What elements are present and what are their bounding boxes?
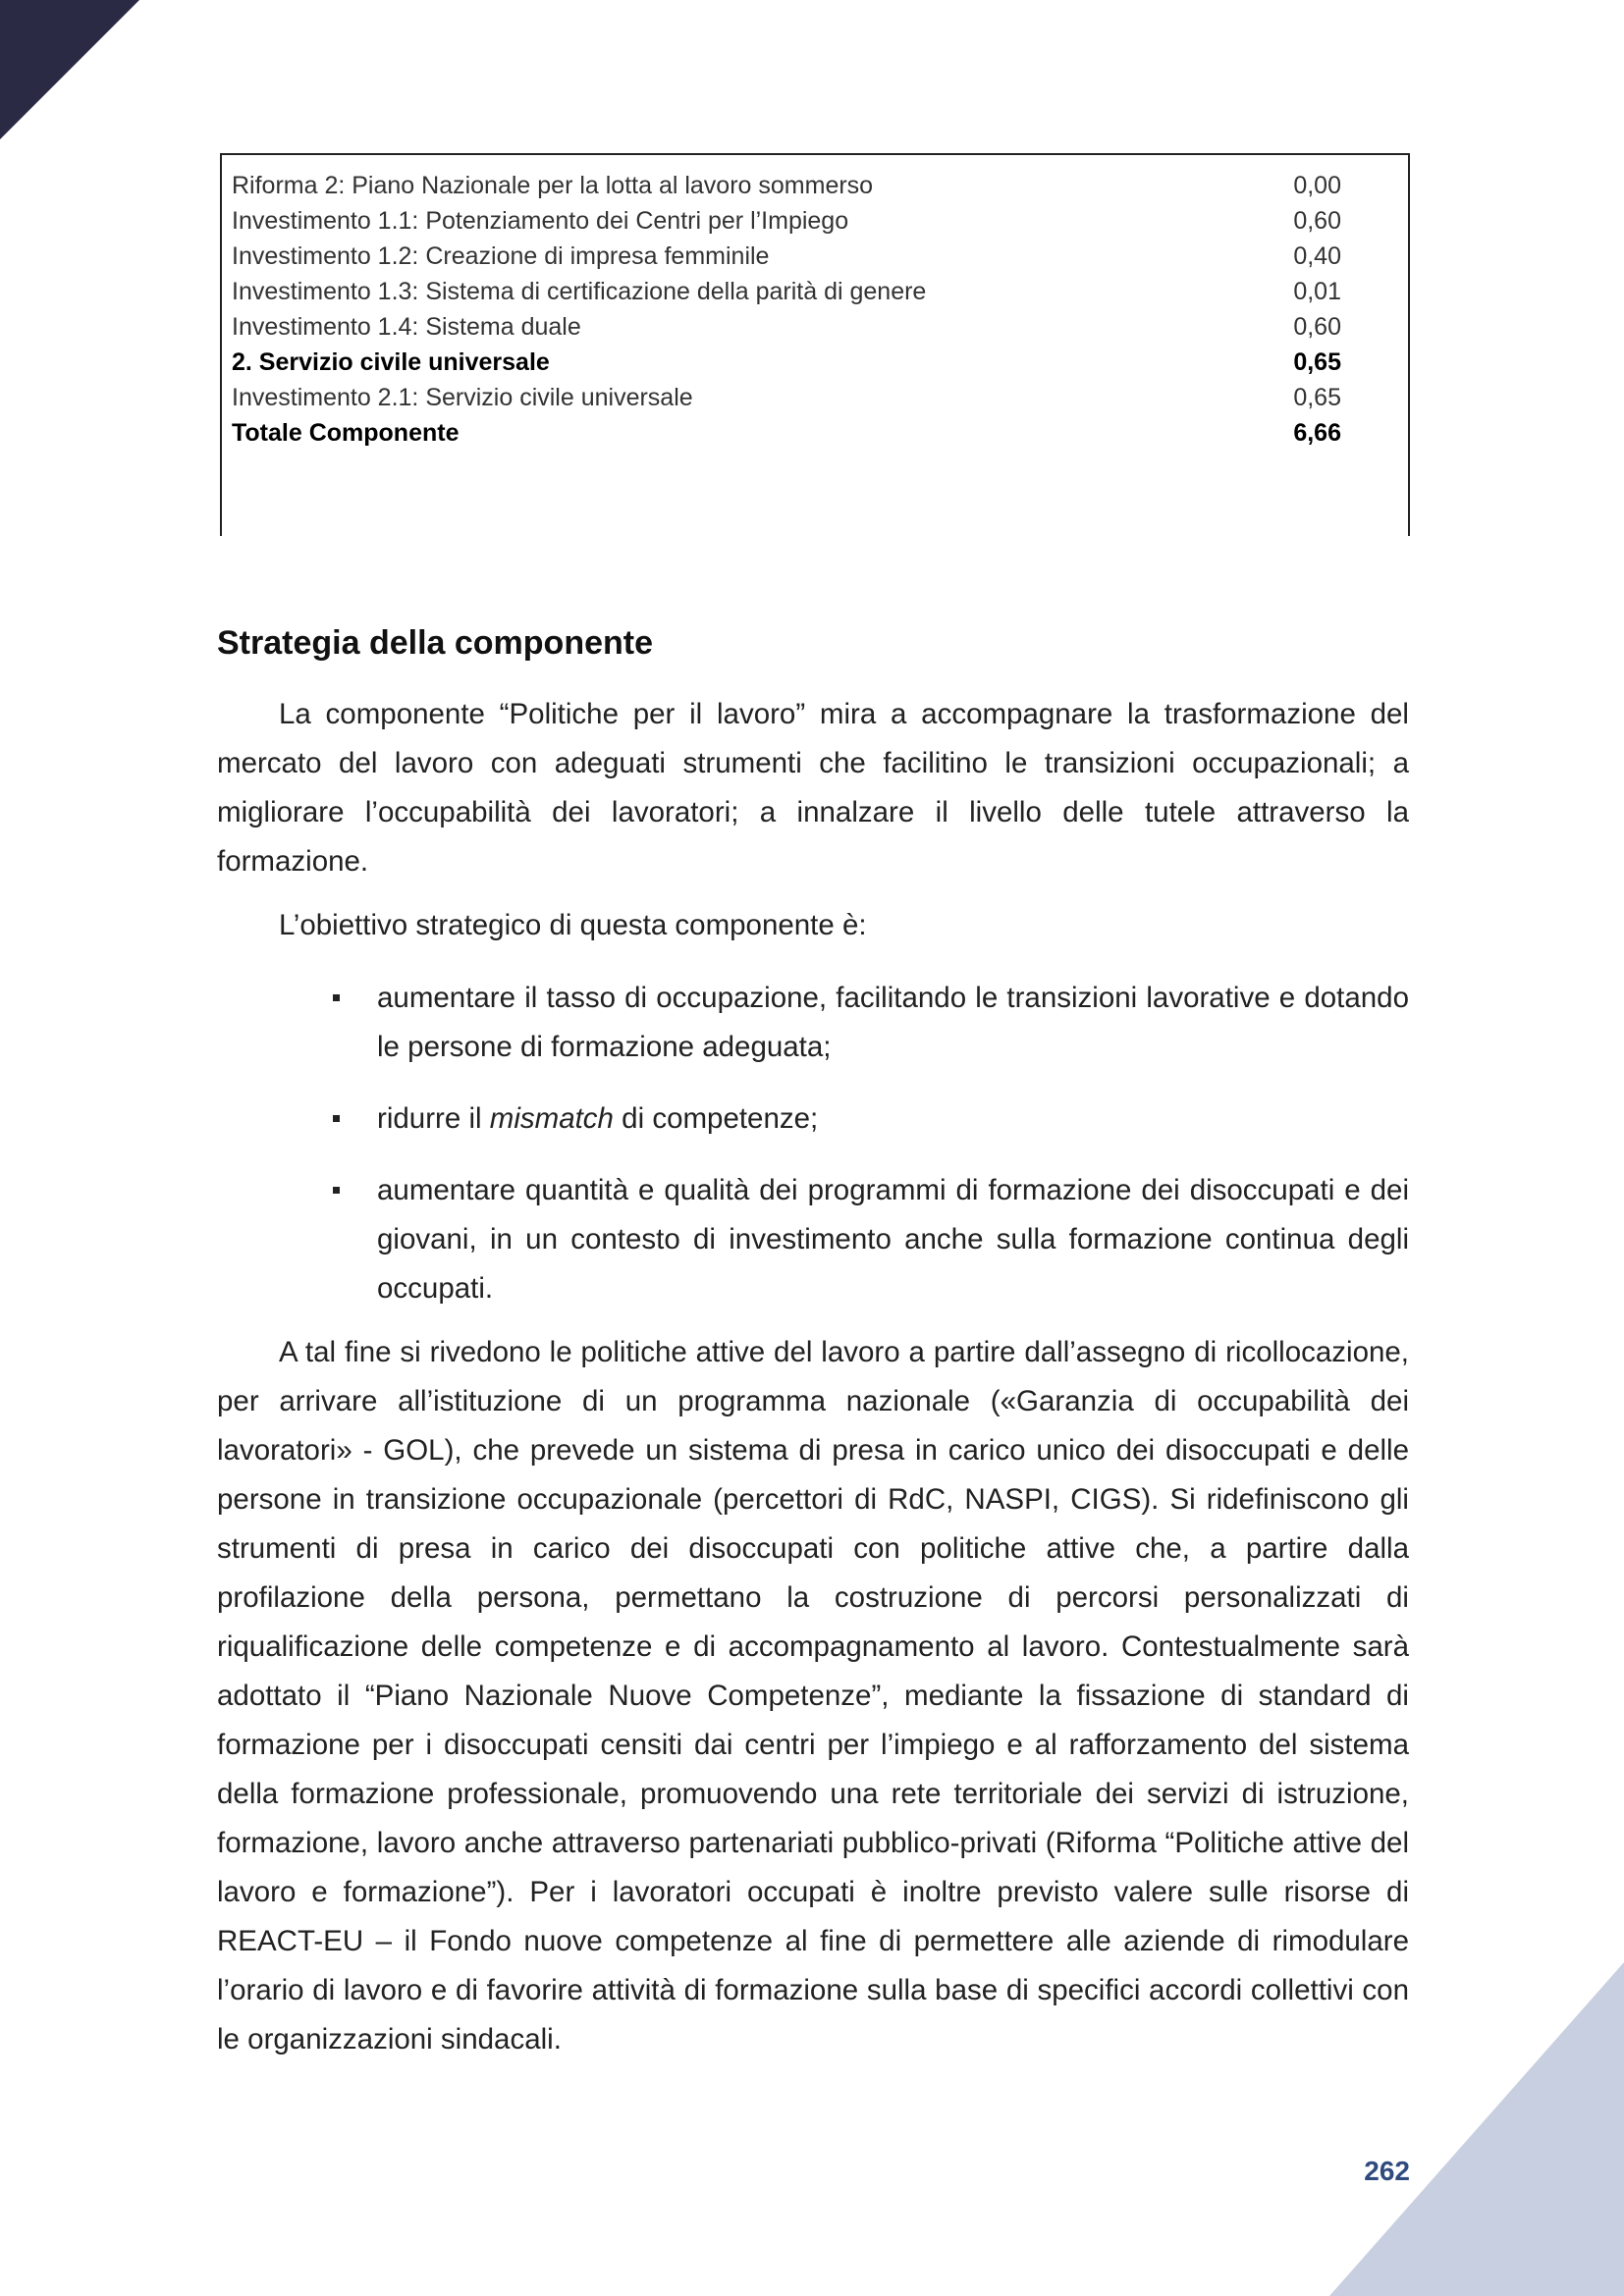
table-row — [232, 168, 1341, 203]
bullet-marker — [333, 1115, 340, 1122]
table-row — [232, 380, 1341, 415]
bullet-text-part: ridurre il — [377, 1102, 490, 1135]
section-heading: Strategia della componente — [217, 624, 653, 662]
list-item — [217, 1166, 1409, 1313]
budget-table — [220, 153, 1410, 536]
row-value: 0,40 — [1293, 242, 1341, 270]
paragraph: A tal fine si rivedono le politiche attive del lavoro a partire dall’assegno di ricollocazione, per arrivare all’istituzione di un programma nazionale («Garanzia di occupabilità dei lavoratori» - GOL), che prevede un sistema di presa in carico unico dei disoccupati e delle persone in transizione occupazionale (percettori di RdC, NASPI, CIGS). Si ridefiniscono gli strumenti di presa in carico dei disoccupati con politiche attive che, a partire dalla profilazione della persona, permettano la costruzione di percorsi personalizzati di riqualificazione delle competenze e di accompagnamento al lavoro. Contestualmente sarà adottato il “Piano Nazionale Nuove Competenze”, mediante la fissazione di standard di formazione per i disoccupati censiti dai centri per l’impiego e al rafforzamento del sistema della formazione professionale, promuovendo una rete territoriale dei servizi di istruzione, formazione, lavoro anche attraverso partenariati pubblico-privati (Riforma “Politiche attive del lavoro e formazione”). Per i lavoratori occupati è inoltre previsto valere sulle risorse di REACT-EU – il Fondo nuove competenze al fine di permettere alle aziende di rimodulare l’orario di lavoro e di favorire attività di formazione sulla base di specifici accordi collettivi con le organizzazioni sindacali. — [217, 1336, 1409, 2056]
main-paragraph-block — [217, 1328, 1409, 2064]
bullet-text: aumentare quantità e qualità dei programmi di formazione dei disoccupati e dei giovani, in un contesto di investimento anche sulla formazione continua degli occupati. — [377, 1174, 1409, 1305]
table-row-subtotal — [232, 345, 1341, 380]
list-item — [217, 974, 1409, 1072]
row-label: Investimento 1.4: Sistema duale — [232, 313, 581, 341]
table-row — [232, 274, 1341, 309]
row-value: 0,60 — [1293, 313, 1341, 341]
row-value: 0,60 — [1293, 207, 1341, 235]
row-value: 6,66 — [1293, 419, 1341, 447]
table-row-total — [232, 415, 1341, 451]
corner-decoration-top — [0, 0, 139, 139]
bullet-text — [377, 1095, 1409, 1144]
table-row — [232, 203, 1341, 239]
objective-paragraph-block — [217, 901, 1409, 950]
row-label: Investimento 2.1: Servizio civile universale — [232, 384, 693, 411]
table-row — [232, 239, 1341, 274]
row-label: Investimento 1.3: Sistema di certificazione della parità di genere — [232, 278, 927, 305]
row-value: 0,01 — [1293, 278, 1341, 305]
row-value: 0,65 — [1293, 384, 1341, 411]
bullet-text-part: di competenze; — [613, 1102, 819, 1135]
page-number: 262 — [1364, 2156, 1410, 2186]
objectives-list — [217, 974, 1409, 1072]
objectives-list — [217, 1166, 1409, 1313]
row-label: Investimento 1.1: Potenziamento dei Centri per l’Impiego — [232, 207, 849, 235]
row-label: Investimento 1.2: Creazione di impresa femminile — [232, 242, 770, 270]
list-item — [217, 1095, 1409, 1144]
objectives-list — [217, 1095, 1409, 1144]
row-value: 0,65 — [1293, 348, 1341, 376]
bullet-text: aumentare il tasso di occupazione, facilitando le transizioni lavorative e dotando le persone di formazione adeguata; — [377, 982, 1409, 1063]
paragraph: L’obiettivo strategico di questa componente è: — [279, 909, 867, 941]
paragraph: La componente “Politiche per il lavoro” mira a accompagnare la trasformazione del mercato del lavoro con adeguati strumenti che facilitino le transizioni occupazionali; a migliorare l’occupabilità dei lavoratori; a innalzare il livello delle tutele attraverso la formazione. — [217, 698, 1409, 878]
row-label: Riforma 2: Piano Nazionale per la lotta al lavoro sommerso — [232, 172, 874, 199]
bullet-marker — [333, 1187, 340, 1194]
row-label: 2. Servizio civile universale — [232, 348, 550, 376]
row-value: 0,00 — [1293, 172, 1341, 199]
bullet-text-emphasis: mismatch — [489, 1102, 614, 1135]
intro-paragraph-block — [217, 690, 1409, 886]
row-label: Totale Componente — [232, 419, 460, 447]
bullet-marker — [333, 994, 340, 1001]
table-row — [232, 309, 1341, 345]
